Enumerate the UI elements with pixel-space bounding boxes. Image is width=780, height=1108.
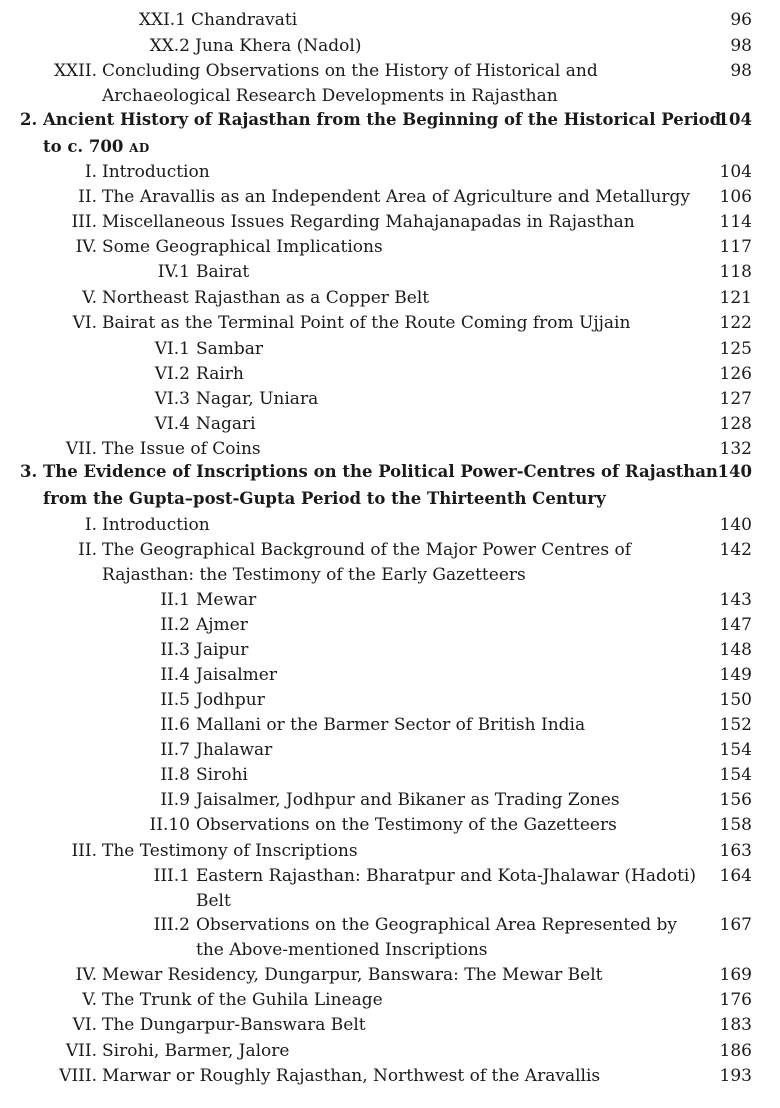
page-number: 122	[719, 313, 752, 333]
page-number: 176	[719, 990, 752, 1010]
page-number: 143	[719, 590, 752, 610]
entry-number: XX.2	[149, 36, 190, 56]
entry-title	[102, 539, 631, 586]
entry-number: V.	[82, 288, 97, 308]
entry-title	[196, 739, 272, 761]
entry-number: VI.2	[154, 364, 190, 384]
page-number: 154	[719, 765, 752, 785]
entry-title	[102, 514, 210, 536]
entry-title-line: Concluding Observations on the History of Historical and	[102, 61, 598, 81]
page-number: 169	[719, 965, 752, 985]
entry-title-line: Bairat	[196, 262, 250, 282]
entry-number: II.5	[160, 690, 190, 710]
entry-title-line: Observations on the Testimony of the Gazetteers	[196, 815, 617, 835]
entry-number: I.	[84, 162, 97, 182]
page-number: 147	[719, 615, 752, 635]
entry-number: II.	[78, 540, 97, 560]
entry-title-continuation: to c. 700	[43, 137, 124, 156]
entry-title	[196, 764, 248, 786]
page-number: 154	[719, 740, 752, 760]
page-number: 164	[719, 866, 752, 886]
page-number: 186	[719, 1041, 752, 1061]
entry-number: II.8	[160, 765, 190, 785]
entry-number: II.	[78, 187, 97, 207]
entry-number: III.	[71, 212, 97, 232]
entry-title-continuation: Archaeological Research Developments in Rajasthan	[102, 86, 558, 106]
entry-title	[102, 312, 630, 334]
era-suffix: AD	[129, 141, 150, 155]
entry-title-line: Ancient History of Rajasthan from the Beginning of the Historical Period	[43, 110, 722, 129]
entry-title	[196, 814, 617, 836]
entry-title	[196, 363, 244, 385]
page-number: 98	[730, 36, 752, 56]
entry-number: II.2	[160, 615, 190, 635]
entry-title-line: Some Geographical Implications	[102, 237, 383, 257]
entry-title-line: Jodhpur	[196, 690, 265, 710]
entry-title-line: Jaipur	[196, 640, 249, 660]
entry-number: VI.4	[154, 414, 190, 434]
entry-number: II.7	[160, 740, 190, 760]
entry-title	[196, 614, 248, 636]
page-number: 104	[719, 162, 752, 182]
entry-title-continuation: the Above-mentioned Inscriptions	[196, 940, 488, 960]
entry-number: II.9	[160, 790, 190, 810]
entry-title-line: Observations on the Geographical Area Represented by	[196, 915, 677, 935]
entry-title	[102, 287, 429, 309]
entry-title-line: Northeast Rajasthan as a Copper Belt	[102, 288, 430, 308]
entry-title	[102, 964, 602, 986]
entry-title-line: Miscellaneous Issues Regarding Mahajanapadas in Rajasthan	[102, 212, 635, 232]
entry-title-line: The Issue of Coins	[102, 439, 261, 459]
entry-title	[196, 865, 696, 912]
entry-number: III.	[71, 841, 97, 861]
entry-title	[102, 236, 383, 258]
entry-title-continuation: Belt	[196, 891, 231, 911]
page-number: 125	[719, 339, 752, 359]
entry-title-line: Introduction	[102, 162, 210, 182]
entry-number: 3.	[20, 462, 38, 481]
page-number: 114	[719, 212, 752, 232]
entry-number: VI.3	[154, 389, 190, 409]
page-number: 140	[719, 515, 752, 535]
page-number: 163	[719, 841, 752, 861]
entry-title	[196, 714, 585, 736]
entry-title-line: Sirohi	[196, 765, 248, 785]
entry-title-line: Eastern Rajasthan: Bharatpur and Kota-Jhalawar (Hadoti)	[196, 866, 696, 886]
entry-number: III.2	[153, 915, 190, 935]
entry-number: VI.1	[154, 339, 190, 359]
entry-number: II.1	[160, 590, 190, 610]
page-number: 156	[719, 790, 752, 810]
entry-title-continuation: from the Gupta–post-Gupta Period to the Thirteenth Century	[43, 489, 606, 508]
entry-title	[102, 1014, 366, 1036]
page-number: 158	[719, 815, 752, 835]
entry-title	[43, 461, 718, 510]
page-number: 118	[719, 262, 752, 282]
entry-number: VIII.	[59, 1066, 97, 1086]
page-number: 152	[719, 715, 752, 735]
entry-title-line: The Geographical Background of the Major Power Centres of	[102, 540, 631, 560]
entry-title-line: Ajmer	[196, 615, 248, 635]
entry-title-line: Chandravati	[191, 10, 298, 30]
entry-title-line: Nagar, Uniara	[196, 389, 319, 409]
page-number: 132	[719, 439, 752, 459]
entry-title-line: Introduction	[102, 515, 210, 535]
entry-number: VII.	[65, 1041, 97, 1061]
entry-title-line: Mallani or the Barmer Sector of British India	[196, 715, 586, 735]
entry-title-line: Mewar	[196, 590, 257, 610]
entry-number: VI.	[72, 1015, 97, 1035]
entry-title-line: The Aravallis as an Independent Area of Agriculture and Metallurgy	[102, 187, 691, 207]
entry-number: II.4	[160, 665, 190, 685]
page-number: 128	[719, 414, 752, 434]
entry-title-line: The Trunk of the Guhila Lineage	[102, 990, 383, 1010]
entry-number: VI.	[72, 313, 97, 333]
page-number: 106	[719, 187, 752, 207]
page-number: 96	[730, 10, 752, 30]
entry-title	[196, 914, 677, 961]
entry-number: XXI.1	[138, 10, 186, 30]
entry-title	[196, 664, 277, 686]
entry-title	[191, 9, 297, 31]
entry-title	[102, 60, 598, 107]
entry-title-line: Jaisalmer	[196, 665, 277, 685]
entry-title	[102, 1040, 289, 1062]
page-number: 121	[719, 288, 752, 308]
entry-title	[102, 438, 261, 460]
entry-title-line: Marwar or Roughly Rajasthan, Northwest of the Aravallis	[102, 1066, 601, 1086]
entry-number: III.1	[153, 866, 190, 886]
entry-title	[196, 261, 249, 283]
entry-title	[102, 211, 635, 233]
page-number: 104	[717, 110, 752, 129]
entry-number: II.3	[160, 640, 190, 660]
entry-title	[196, 338, 263, 360]
page-number: 127	[719, 389, 752, 409]
entry-title	[196, 413, 256, 435]
entry-title	[195, 35, 361, 57]
page-number: 126	[719, 364, 752, 384]
entry-title-line: The Dungarpur-Banswara Belt	[102, 1015, 366, 1035]
entry-number: II.6	[160, 715, 190, 735]
entry-number: IV.	[75, 237, 97, 257]
page-number: 167	[719, 915, 752, 935]
entry-title-line: Nagari	[196, 414, 256, 434]
entry-title-line: Juna Khera (Nadol)	[195, 36, 362, 56]
entry-title	[102, 161, 210, 183]
entry-number: 2.	[20, 110, 38, 129]
entry-number: XXII.	[53, 61, 97, 81]
entry-title	[196, 639, 248, 661]
entry-title-line: Jaisalmer, Jodhpur and Bikaner as Trading Zones	[196, 790, 620, 810]
page-number: 193	[719, 1066, 752, 1086]
page-number: 148	[719, 640, 752, 660]
entry-title	[102, 989, 383, 1011]
entry-number: VII.	[65, 439, 97, 459]
entry-title	[196, 388, 318, 410]
entry-title-line: Jhalawar	[196, 740, 273, 760]
entry-title-line: The Testimony of Inscriptions	[102, 841, 358, 861]
entry-title	[196, 789, 620, 811]
page-number: 140	[717, 462, 752, 481]
entry-title	[43, 109, 721, 159]
entry-number: IV.1	[157, 262, 190, 282]
entry-title	[196, 689, 265, 711]
entry-number: II.10	[149, 815, 190, 835]
entry-number: I.	[84, 515, 97, 535]
page-number: 150	[719, 690, 752, 710]
entry-number: V.	[82, 990, 97, 1010]
entry-title	[102, 186, 690, 208]
entry-title	[196, 589, 256, 611]
page-number: 183	[719, 1015, 752, 1035]
entry-title-line: Sambar	[196, 339, 264, 359]
entry-number: IV.	[75, 965, 97, 985]
page-number: 149	[719, 665, 752, 685]
page-number: 142	[719, 540, 752, 560]
entry-title-line: Mewar Residency, Dungarpur, Banswara: The Mewar Belt	[102, 965, 603, 985]
entry-title-continuation: Rajasthan: the Testimony of the Early Gazetteers	[102, 565, 526, 585]
entry-title-line: Sirohi, Barmer, Jalore	[102, 1041, 290, 1061]
entry-title	[102, 1065, 600, 1087]
entry-title	[102, 840, 358, 862]
page-number: 98	[730, 61, 752, 81]
entry-title-line: The Evidence of Inscriptions on the Political Power-Centres of Rajasthan	[43, 462, 718, 481]
entry-title-line: Rairh	[196, 364, 244, 384]
page-number: 117	[719, 237, 752, 257]
entry-title-line: Bairat as the Terminal Point of the Route Coming from Ujjain	[102, 313, 631, 333]
